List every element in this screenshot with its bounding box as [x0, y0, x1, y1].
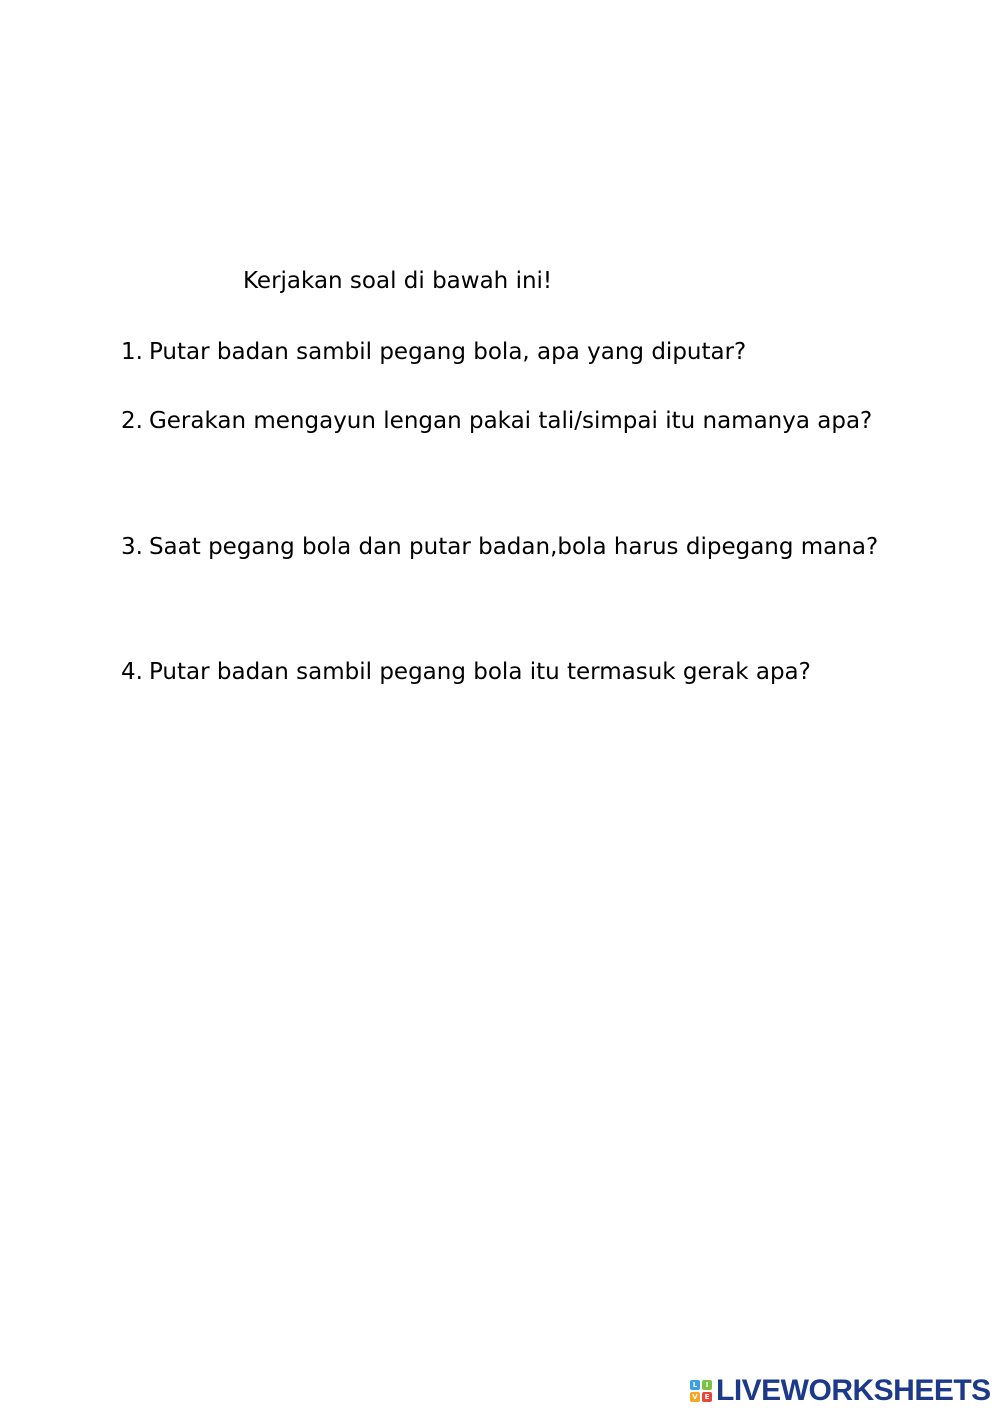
- question-3: [121, 519, 879, 575]
- question-number: 3.: [121, 534, 143, 560]
- logo-tile-i: I: [702, 1380, 712, 1390]
- question-number: 2.: [121, 408, 143, 434]
- liveworksheets-logo-icon: [690, 1380, 712, 1402]
- brand-name: LIVEWORKSHEETS: [716, 1374, 991, 1407]
- question-number: 4.: [121, 659, 143, 685]
- question-2: [121, 393, 879, 449]
- question-1: [121, 324, 879, 380]
- worksheet-instruction: Kerjakan soal di bawah ini!: [243, 268, 553, 294]
- question-text: Putar badan sambil pegang bola, apa yang diputar?: [148, 339, 747, 365]
- logo-tile-v: V: [690, 1392, 700, 1402]
- question-text: Putar badan sambil pegang bola itu termasuk gerak apa?: [148, 659, 811, 685]
- question-number: 1.: [121, 339, 143, 365]
- question-4: [121, 644, 879, 700]
- logo-tile-l: L: [690, 1380, 700, 1390]
- question-text: Saat pegang bola dan putar badan,bola harus dipegang mana?: [148, 534, 879, 560]
- question-text: Gerakan mengayun lengan pakai tali/simpai itu namanya apa?: [148, 408, 873, 434]
- liveworksheets-brand: [690, 1373, 991, 1409]
- logo-tile-e: E: [702, 1392, 712, 1402]
